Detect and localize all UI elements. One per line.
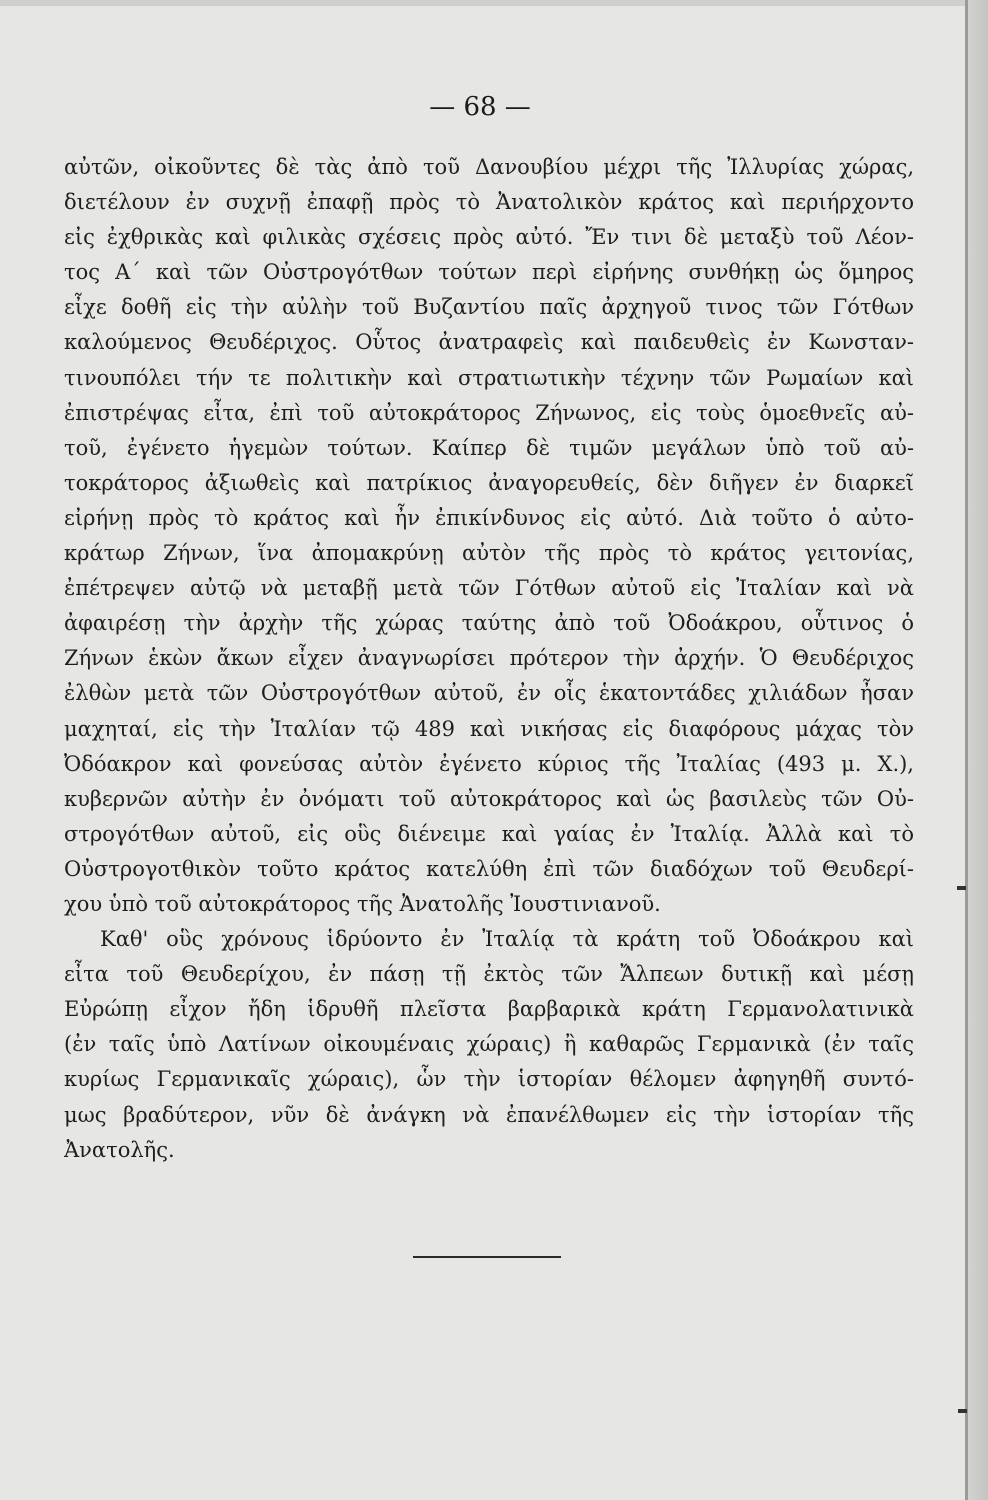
text-line: Ὀδόακρον καὶ φονεύσας αὐτὸν ἐγένετο κύριος τῆς Ἰταλίας (493 μ. Χ.),: [64, 751, 914, 776]
text-line: (ἐν ταῖς ὑπὸ Λατίνων οἰκουμέναις χώραις) ἢ καθαρῶς Γερμανικὰ (ἐν ταῖς: [64, 1032, 914, 1057]
text-line: καλούμενος Θευδέριχος. Οὗτος ἀνατραφεὶς καὶ παιδευθεὶς ἐν Κωνσταν-: [64, 330, 914, 355]
text-line: τινουπόλει τήν τε πολιτικὴν καὶ στρατιωτικὴν τέχνην τῶν Ρωμαίων καὶ: [64, 365, 914, 390]
paragraph-1: [64, 150, 914, 922]
text-line: κυρίως Γερμανικαῖς χώραις), ὧν τὴν ἱστορίαν θέλομεν ἀφηγηθῆ συντό-: [64, 1067, 914, 1092]
text-line: τοκράτορος ἀξιωθεὶς καὶ πατρίκιος ἀναγορευθείς, δὲν διῆγεν ἐν διαρκεῖ: [64, 470, 914, 495]
body-text: [64, 150, 914, 1168]
text-line: ἀφαιρέσῃ τὴν ἀρχὴν τῆς χώρας ταύτης ἀπὸ τοῦ Ὀδοάκρου, οὗτινος ὁ: [64, 611, 914, 636]
text-line: Οὐστρογοτθικὸν τοῦτο κράτος κατελύθη ἐπὶ τῶν διαδόχων τοῦ Θευδερί-: [64, 856, 914, 881]
text-line: μαχηταί, εἰς τὴν Ἰταλίαν τῷ 489 καὶ νικήσας εἰς διαφόρους μάχας τὸν: [64, 716, 914, 741]
text-line: διετέλουν ἐν συχνῇ ἐπαφῇ πρὸς τὸ Ἀνατολικὸν κράτος καὶ περιήρχοντο: [64, 190, 914, 215]
page-right-edge: [968, 0, 988, 1500]
page-top-edge: [0, 0, 988, 6]
text-line: εἰρήνῃ πρὸς τὸ κράτος καὶ ἦν ἐπικίνδυνος εἰς αὐτό. Διὰ τοῦτο ὁ αὐτο-: [64, 505, 914, 530]
text-line: κυβερνῶν αὐτὴν ἐν ὀνόματι τοῦ αὐτοκράτορος καὶ ὡς βασιλεὺς τῶν Οὐ-: [64, 786, 914, 811]
text-line: εἶχε δοθῆ εἰς τὴν αὐλὴν τοῦ Βυζαντίου παῖς ἀρχηγοῦ τινος τῶν Γότθων: [64, 295, 914, 320]
text-line: εἶτα τοῦ Θευδερίχου, ἐν πάσῃ τῇ ἐκτὸς τῶν Ἄλπεων δυτικῇ καὶ μέσῃ: [64, 962, 914, 987]
text-line: αὐτῶν, οἰκοῦντες δὲ τὰς ἀπὸ τοῦ Δανουβίου μέχρι τῆς Ἰλλυρίας χώρας,: [64, 155, 914, 179]
text-line: Εὐρώπῃ εἶχον ἤδη ἱδρυθῆ πλεῖστα βαρβαρικὰ κράτη Γερμανολατινικὰ: [64, 997, 914, 1022]
text-line: ἐλθὼν μετὰ τῶν Οὐστρογότθων αὐτοῦ, ἐν οἷς ἑκατοντάδες χιλιάδων ἦσαν: [64, 681, 914, 706]
text-line: στρογότθων αὐτοῦ, εἰς οὓς διένειμε καὶ γαίας ἐν Ἰταλίᾳ. Ἀλλὰ καὶ τὸ: [64, 821, 914, 846]
text-line: τος Α΄ καὶ τῶν Οὐστρογότθων τούτων περὶ εἰρήνης συνθήκῃ ὡς ὅμηρος: [64, 260, 914, 285]
margin-mark: [957, 886, 966, 890]
section-divider-rule: [413, 1256, 561, 1258]
text-line: Ζήνων ἑκὼν ἄκων εἶχεν ἀναγνωρίσει πρότερον τὴν ἀρχήν. Ὁ Θευδέριχος: [64, 646, 914, 671]
text-line: κράτωρ Ζήνων, ἵνα ἀπομακρύνῃ αὐτὸν τῆς πρὸς τὸ κράτος γειτονίας,: [64, 541, 914, 566]
text-line: Καθ' οὓς χρόνους ἱδρύοντο ἐν Ἰταλίᾳ τὰ κράτη τοῦ Ὀδοάκρου καὶ: [100, 927, 914, 952]
paragraph-2: [64, 922, 914, 1168]
text-line: Ἀνατολῆς.: [64, 1137, 175, 1162]
text-line: ἐπιστρέψας εἶτα, ἐπὶ τοῦ αὐτοκράτορος Ζήνωνος, εἰς τοὺς ὁμοεθνεῖς αὐ-: [64, 400, 914, 425]
text-line: χου ὑπὸ τοῦ αὐτοκράτορος τῆς Ἀνατολῆς Ἰουστινιανοῦ.: [64, 891, 661, 916]
page-number: — 68 —: [429, 92, 531, 122]
text-line: εἰς ἐχθρικὰς καὶ φιλικὰς σχέσεις πρὸς αὐτό. Ἔν τινι δὲ μεταξὺ τοῦ Λέον-: [64, 225, 914, 250]
text-line: τοῦ, ἐγένετο ἡγεμὼν τούτων. Καίπερ δὲ τιμῶν μεγάλων ὑπὸ τοῦ αὐ-: [64, 435, 914, 460]
margin-mark: [958, 1409, 967, 1413]
text-line: ἐπέτρεψεν αὐτῷ νὰ μεταβῇ μετὰ τῶν Γότθων αὐτοῦ εἰς Ἰταλίαν καὶ νὰ: [64, 576, 914, 601]
text-line: μως βραδύτερον, νῦν δὲ ἀνάγκη νὰ ἐπανέλθωμεν εἰς τὴν ἱστορίαν τῆς: [64, 1102, 914, 1127]
